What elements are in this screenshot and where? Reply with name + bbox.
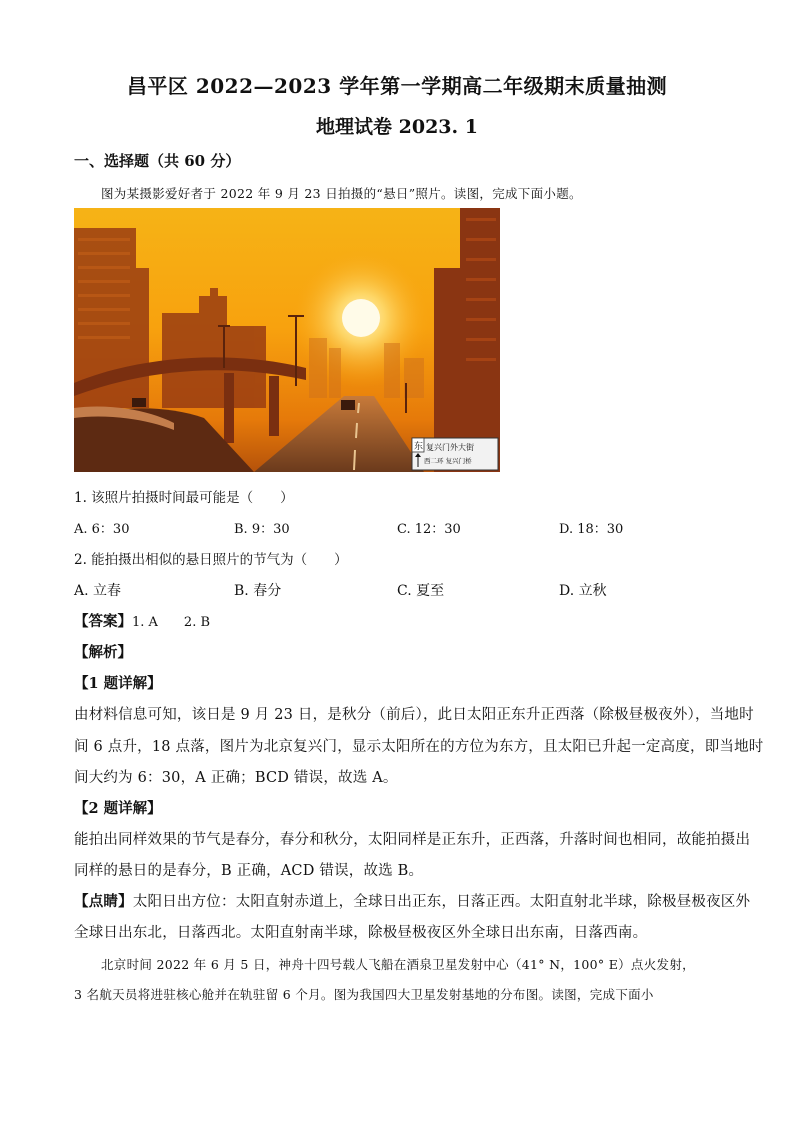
detail-2-line-1: 能拍出同样效果的节气是春分，春分和秋分，太阳同样是正东升，正西落，升落时间也相同，故能拍摄出 xyxy=(74,832,751,848)
sunset-photo xyxy=(74,208,500,472)
exam-title: 昌平区 2022—2023 学年第一学期高二年级期末质量抽测 xyxy=(126,74,668,98)
q1-option-d: D. 18：30 xyxy=(559,522,624,537)
analysis-label: 【解析】 xyxy=(74,644,132,661)
q2-option-c: C. 夏至 xyxy=(397,583,445,599)
sign-line-1: 复兴门外大街 xyxy=(426,443,474,452)
tips-label: 【点睛】 xyxy=(74,893,133,910)
q1-option-b: B. 9：30 xyxy=(234,522,290,537)
detail-2-line-2: 同样的悬日的是春分，B 正确，ACD 错误，故选 B。 xyxy=(74,863,424,879)
answer-label: 【答案】 xyxy=(74,613,132,630)
tips-text-1: 太阳日出方位：太阳直射赤道上，全球日出正东，日落正西。太阳直射北半球，除极昼极夜区外 xyxy=(132,894,751,910)
answer-row xyxy=(74,610,210,631)
q2-option-d: D. 立秋 xyxy=(559,583,607,599)
detail-1-line-1: 由材料信息可知，该日是 9 月 23 日，是秋分（前后），此日太阳正东升正西落（除极昼极夜外），当地时 xyxy=(74,707,754,723)
next-intro-line-1: 北京时间 2022 年 6 月 5 日，神舟十四号载人飞船在酒泉卫星发射中心（41° N，100° E）点火发射， xyxy=(101,957,695,972)
exam-subtitle: 地理试卷 2023. 1 xyxy=(316,116,478,138)
detail-1-label: 【1 题详解】 xyxy=(74,675,162,692)
answer-text: 1. A 2. B xyxy=(132,615,211,630)
question-1-stem: 1. 该照片拍摄时间最可能是（ ） xyxy=(74,490,294,506)
svg-text:东: 东 xyxy=(414,442,424,452)
q1-option-c: C. 12：30 xyxy=(397,522,461,537)
detail-1-line-2: 间 6 点升，18 点落，图片为北京复兴门，显示太阳所在的方位为东方，且太阳已升起一定高度，即当地时 xyxy=(74,739,764,755)
q1-option-a: A. 6：30 xyxy=(74,522,130,537)
q2-option-b: B. 春分 xyxy=(234,583,282,599)
tips-line-2: 全球日出东北，日落西北。太阳直射南半球，除极昼极夜区外全球日出东南，日落西南。 xyxy=(74,925,648,941)
q2-option-a: A. 立春 xyxy=(74,583,122,599)
section-heading: 一、选择题（共 60 分） xyxy=(74,152,241,170)
intro-text: 图为某摄影爱好者于 2022 年 9 月 23 日拍摄的“悬日”照片。读图，完成下面小题。 xyxy=(101,186,582,201)
detail-1-line-3: 间大约为 6：30，A 正确；BCD 错误，故选 A。 xyxy=(74,770,398,786)
detail-2-label: 【2 题详解】 xyxy=(74,800,162,817)
sign-line-2: 西二环 复兴门桥 xyxy=(424,457,472,465)
tips-line-1 xyxy=(74,890,750,911)
next-intro-line-2: 3 名航天员将进驻核心舱并在轨驻留 6 个月。图为我国四大卫星发射基地的分布图。读图，完成下面小 xyxy=(74,987,654,1002)
question-2-stem: 2. 能拍摄出相似的悬日照片的节气为（ ） xyxy=(74,552,348,568)
